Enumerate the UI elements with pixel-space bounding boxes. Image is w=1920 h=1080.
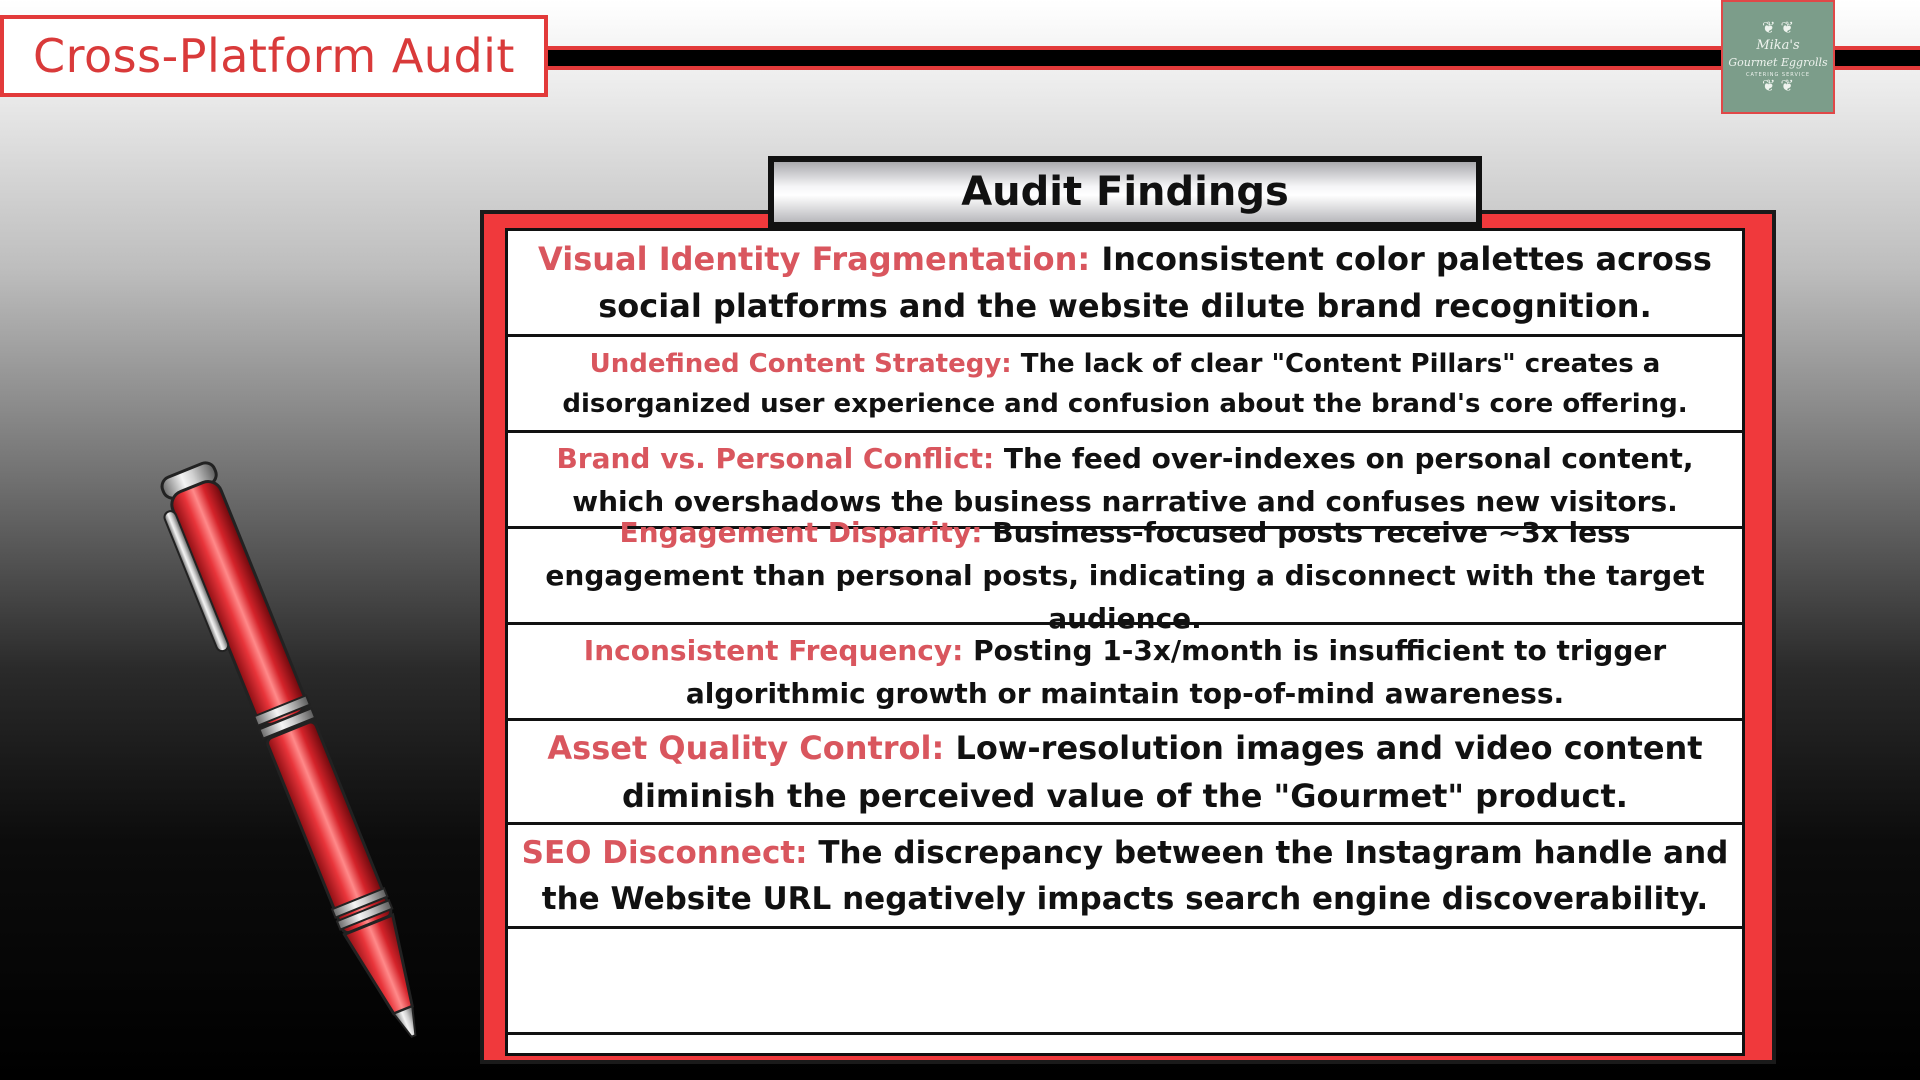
empty-row — [508, 929, 1742, 1035]
finding-row — [508, 721, 1742, 825]
sprig-icon: ❦ ❦ — [1762, 76, 1794, 95]
title-box — [0, 15, 548, 97]
finding-text: Business-focused posts receive ~3x less engagement than personal posts, indicating a disconnect with the target audience. — [545, 516, 1705, 635]
finding-label: Inconsistent Frequency: — [583, 633, 964, 667]
brand-logo — [1721, 0, 1835, 114]
finding-text: Posting 1-3x/month is insufficient to trigger algorithmic growth or maintain top-of-mind awareness. — [685, 633, 1667, 710]
header-rule — [548, 46, 1920, 70]
findings-heading: Audit Findings — [961, 169, 1289, 215]
finding-row — [508, 825, 1742, 929]
finding-label: SEO Disconnect: — [521, 834, 808, 871]
finding-row — [508, 516, 1742, 635]
finding-row — [508, 625, 1742, 721]
finding-text: Inconsistent color palettes across social platforms and the website dilute brand recognition. — [598, 239, 1712, 325]
finding-row — [508, 231, 1742, 337]
finding-label: Brand vs. Personal Conflict: — [556, 441, 995, 475]
finding-row — [508, 337, 1742, 433]
page-title: Cross-Platform Audit — [33, 29, 515, 83]
finding-text: The discrepancy between the Instagram handle and the Website URL negatively impacts search engine discoverability. — [541, 834, 1729, 917]
finding-label: Undefined Content Strategy: — [589, 348, 1012, 379]
sprig-icon: ❦ ❦ — [1762, 18, 1794, 37]
finding-label: Engagement Disparity: — [619, 516, 983, 549]
logo-text-line2: Gourmet Eggrolls — [1728, 56, 1828, 69]
logo-text-line3: CATERING SERVICE — [1746, 72, 1810, 78]
findings-table — [505, 228, 1745, 1056]
finding-text: The lack of clear "Content Pillars" creates a disorganized user experience and confusion about the brand's core offering. — [562, 348, 1688, 419]
pen-icon — [150, 440, 450, 1070]
finding-text: The feed over-indexes on personal content, which overshadows the business narrative and confuses new visitors. — [572, 441, 1694, 518]
finding-text: Low-resolution images and video content diminish the perceived value of the "Gourmet" product. — [622, 728, 1703, 815]
finding-label: Asset Quality Control: — [547, 728, 945, 767]
finding-label: Visual Identity Fragmentation: — [538, 239, 1091, 278]
logo-text-line1: Mika's — [1756, 38, 1800, 53]
findings-heading-box — [768, 156, 1482, 228]
